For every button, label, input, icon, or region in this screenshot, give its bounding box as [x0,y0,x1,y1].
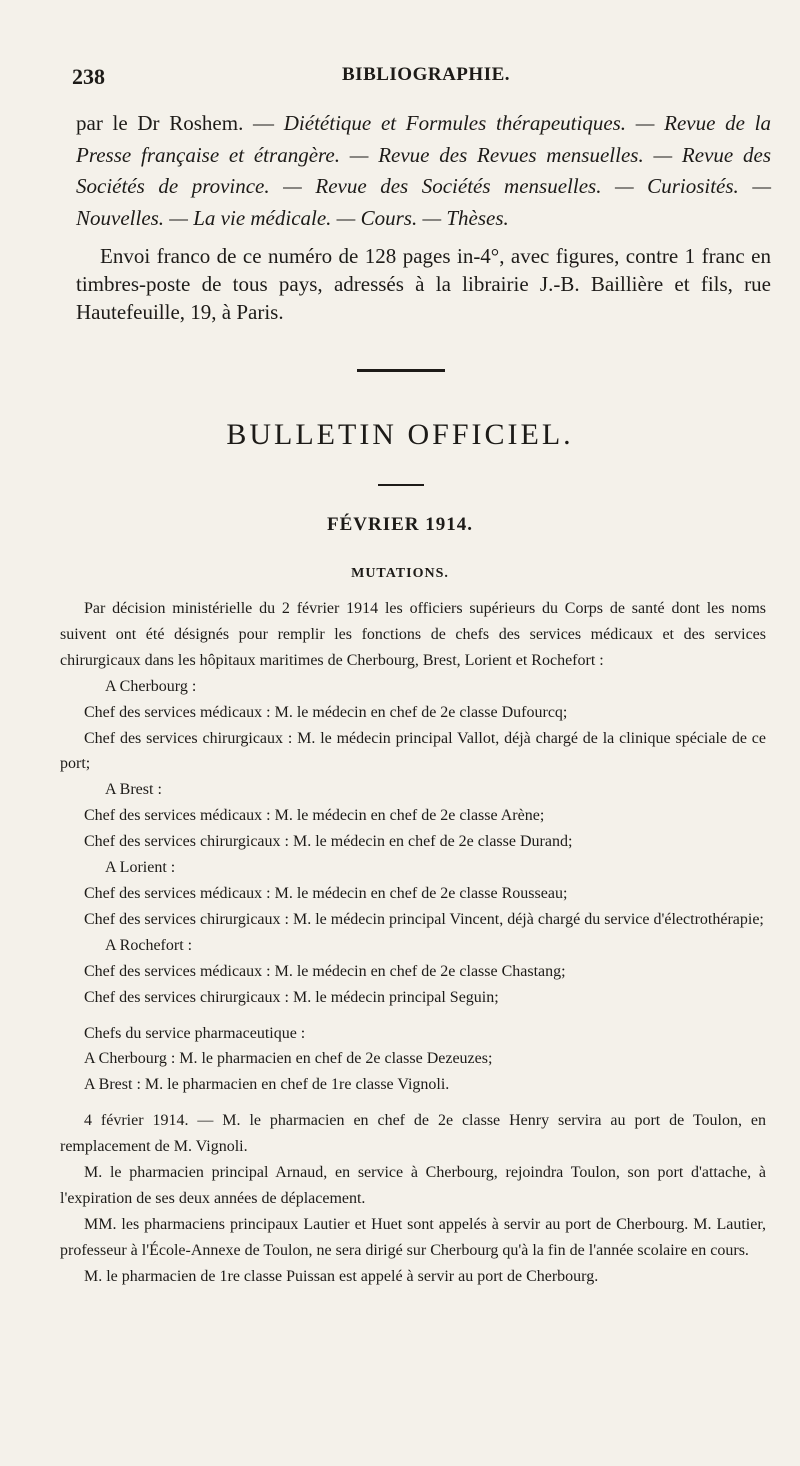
place-heading: A Cherbourg : [105,677,197,695]
bulletin-paragraph: Chef des services chirurgicaux : M. le médecin principal Vallot, déjà chargé de la clinique spéciale de ce port; [60,729,766,773]
bulletin-paragraph: Chef des services chirurgicaux : M. le médecin principal Seguin; [84,988,499,1006]
bulletin-paragraph: M. le pharmacien principal Arnaud, en service à Cherbourg, rejoindra Toulon, son port d'attache, à l'expiration de ses deux années de déplacement. [60,1164,766,1207]
contents-intro: par le Dr Roshem. — [76,111,275,135]
title-divider [378,484,424,486]
month-heading: FÉVRIER 1914. [326,514,473,535]
bulletin-paragraph: Chefs du service pharmaceutique : [84,1024,306,1042]
bulletin-paragraph: Chef des services médicaux : M. le médecin en chef de 2e classe Rousseau; [84,884,568,902]
bulletin-title: BULLETIN OFFICIEL. [226,418,574,451]
running-head: BIBLIOGRAPHIE. [342,64,511,85]
place-heading: A Rochefort : [105,936,193,954]
contents-list [76,108,771,234]
bulletin-body [60,596,766,1290]
bulletin-paragraph: Chef des services chirurgicaux : M. le médecin principal Vincent, déjà chargé du service d'électrothérapie; [84,910,764,928]
bulletin-paragraph: Par décision ministérielle du 2 février 1914 les officiers supérieurs du Corps de santé dont les noms suivent ont été désignés pour remplir les fonctions de chefs des services médicaux et des services chirurgicaux dans les hôpitaux maritimes de Cherbourg, Brest, Lorient et Rochefort : [60,600,766,669]
page-header [72,64,734,94]
section-heading: MUTATIONS. [351,566,449,581]
contents-items: Diététique et Formules thérapeutiques. — Revue de la Presse française et étrangère. — Revue des Revues mensuelles. — Revue des Sociétés de province. — Revue des Sociétés mensuelles. — Curiosités. — Nouvelles. — La vie médicale. — Cours. — Thèses. [76,111,772,230]
bibliography-block [76,108,771,326]
bulletin-paragraph: Chef des services médicaux : M. le médecin en chef de 2e classe Chastang; [84,962,566,980]
bulletin-paragraph: A Brest : M. le pharmacien en chef de 1re classe Vignoli. [84,1076,450,1094]
bulletin-paragraph: M. le pharmacien de 1re classe Puissan est appelé à servir au port de Cherbourg. [84,1267,599,1285]
bulletin-paragraph: Chef des services médicaux : M. le médecin en chef de 2e classe Arène; [84,807,545,825]
bulletin-paragraph: Chef des services médicaux : M. le médecin en chef de 2e classe Dufourcq; [84,703,568,721]
place-heading: A Brest : [105,781,162,799]
bulletin-paragraph: 4 février 1914. — M. le pharmacien en chef de 2e classe Henry servira au port de Toulon, en remplacement de M. Vignoli. [60,1112,766,1156]
place-heading: A Lorient : [105,859,176,877]
bulletin-paragraph: MM. les pharmaciens principaux Lautier et Huet sont appelés à servir au port de Cherbourg. M. Lautier, professeur à l'École-Annexe de Toulon, ne sera dirigé sur Cherbourg qu'à la fin de l'année scolaire en cours. [60,1215,766,1259]
envoi-paragraph: Envoi franco de ce numéro de 128 pages in-4°, avec figures, contre 1 franc en timbres-poste de tous pays, adressés à la librairie J.-B. Baillière et fils, rue Hautefeuille, 19, à Paris. [76,244,771,324]
section-divider [357,369,445,372]
bulletin-paragraph: Chef des services chirurgicaux : M. le médecin en chef de 2e classe Durand; [84,833,573,851]
page-number: 238 [72,64,105,89]
bulletin-paragraph: A Cherbourg : M. le pharmacien en chef de 2e classe Dezeuzes; [84,1050,493,1068]
